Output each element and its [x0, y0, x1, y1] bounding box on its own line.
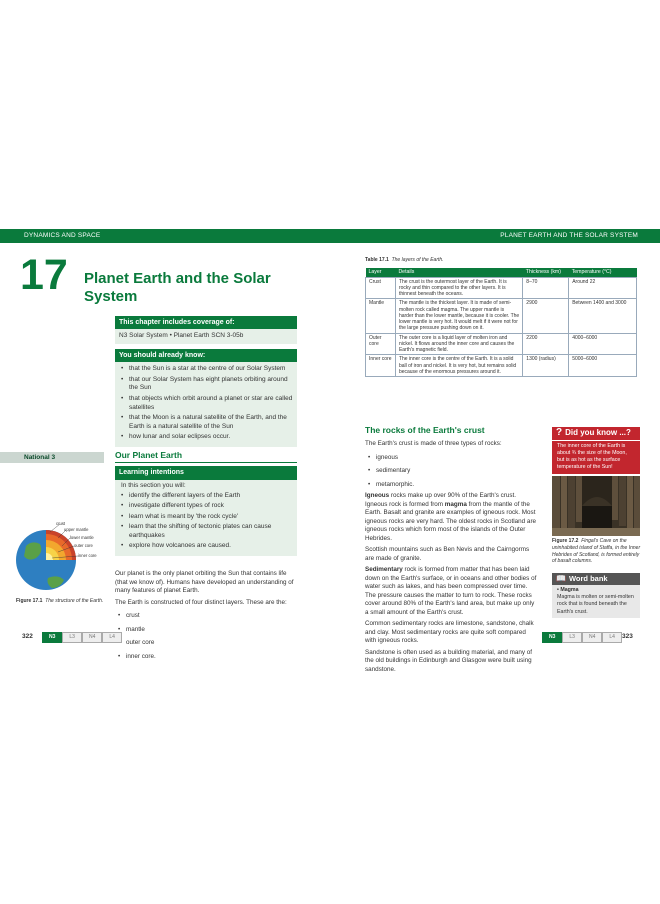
header-chapter-label: PLANET EARTH AND THE SOLAR SYSTEM: [500, 232, 638, 239]
table-cell: The crust is the outermost layer of the Earth. It is rocky and thin compared to the other layers. It is thinnest beneath the oceans.: [395, 277, 522, 299]
coverage-heading: This chapter includes coverage of:: [115, 316, 297, 329]
term-sedimentary: Sedimentary: [365, 566, 403, 574]
earth-layers-table: [365, 268, 637, 377]
list-item: • learn what is meant by 'the rock cycle': [118, 513, 294, 522]
list-item: • igneous: [365, 452, 537, 464]
column-header: Details: [395, 268, 522, 277]
chapter-number: 17: [20, 251, 68, 299]
figure-label: Figure 17.2: [552, 538, 579, 544]
figure-caption-text: The structure of the Earth.: [45, 598, 104, 604]
word-bank-term: • Magma: [557, 587, 579, 594]
already-know-list: [118, 365, 294, 441]
did-you-know-title: Did you know ...?: [565, 428, 631, 437]
coverage-text: N3 Solar System • Planet Earth SCN 3-05b: [115, 329, 297, 344]
list-item: • sedimentary: [365, 465, 537, 477]
list-item: • how lunar and solar eclipses occur.: [118, 433, 294, 442]
list-item: • that our Solar System has eight planets orbiting around the Sun: [118, 376, 294, 394]
figure-17-2-caption: [552, 538, 644, 565]
table-cell: 2200: [523, 333, 569, 355]
level-l3: L3: [62, 632, 82, 643]
figure-17-1-caption: [16, 598, 106, 605]
rock-types-list: [365, 452, 537, 491]
term-magma: magma: [444, 500, 467, 508]
chapter-title: Planet Earth and the Solar System: [84, 270, 271, 305]
question-mark-icon: ?: [556, 427, 563, 439]
level-tag-label: National 3: [24, 453, 56, 461]
table-cell: 4000–6000: [569, 333, 637, 355]
table-cell: The inner core is the centre of the Earth. It is a solid ball of iron and nickel. It is very hot, but remains solid because of the enormous pressures around it.: [395, 355, 522, 377]
table-row: [366, 299, 637, 333]
level-tag: [0, 452, 104, 463]
paragraph: Our planet is the only planet orbiting the Sun that contains life (that we know of). Humans have developed an understanding of many features of planet Earth.: [115, 570, 294, 595]
legend-label: crust: [56, 521, 66, 526]
table-cell: Mantle: [366, 299, 396, 333]
table-row: [366, 355, 637, 377]
table-cell: Crust: [366, 277, 396, 299]
paragraph-igneous: Igneous rocks make up over 90% of the Earth's crust. Igneous rock is formed from magma from the mantle of the Earth. Basalt and granite are examples of igneous rock. Most igneous rocks are very hard. The oldest rocks in Scotland are igneous rocks which form most of the islands of the Outer Hebrides.: [365, 492, 537, 542]
table-header-row: [366, 268, 637, 277]
section-rocks: [365, 425, 537, 677]
level-l3: L3: [562, 632, 582, 643]
list-item: • identify the different layers of the Earth: [118, 492, 294, 501]
section-our-planet: [115, 450, 297, 664]
list-item: • investigate different types of rock: [118, 502, 294, 511]
legend-label: lower mantle: [70, 535, 94, 540]
table-cell: Between 1400 and 3000: [569, 299, 637, 333]
legend-label: outer core: [74, 543, 93, 548]
table-cell: 2900: [523, 299, 569, 333]
section-title: The rocks of the Earth's crust: [365, 425, 485, 435]
table-row: [366, 333, 637, 355]
table-cell: Outer core: [366, 333, 396, 355]
coverage-box: [115, 316, 297, 344]
level-strip-right: [542, 632, 622, 643]
level-n3: N3: [542, 632, 562, 643]
list-item: • explore how volcanoes are caused.: [118, 542, 294, 551]
paragraph: Sandstone is often used as a building material, and many of the old buildings in Edinburgh and Glasgow were built using sandstone.: [365, 648, 532, 673]
paragraph: The Earth is constructed of four distinct layers. These are the:: [115, 598, 287, 606]
level-n4: N4: [582, 632, 602, 643]
column-header: Layer: [366, 268, 396, 277]
chapter-header-bar: [0, 229, 660, 243]
paragraph: The Earth's crust is made of three types of rocks:: [365, 440, 502, 448]
word-bank-box: [552, 573, 640, 618]
already-know-box: [115, 349, 297, 447]
level-strip-left: [42, 632, 122, 643]
table-cell: The outer core is a liquid layer of molten iron and nickel. It flows around the inner core and causes the Earth's magnetic field.: [395, 333, 522, 355]
header-section-label: DYNAMICS AND SPACE: [24, 232, 101, 239]
list-item: • that the Moon is a natural satellite of the Earth, and the Earth is a natural satellite of the Sun: [118, 414, 294, 432]
table-cell: Inner core: [366, 355, 396, 377]
table-cell: 1300 (radius): [523, 355, 569, 377]
did-you-know-text: The inner core of the Earth is about ¾ the size of the Moon, but is as hot as the surface temperature of the Sun!: [552, 440, 640, 475]
paragraph: Common sedimentary rocks are limestone, sandstone, chalk and clay. Most sedimentary rocks are quite soft compared with igneous rocks.: [365, 620, 534, 645]
page-number-left: 322: [22, 633, 33, 640]
learning-list: [118, 492, 294, 551]
table-cell: 5000–6000: [569, 355, 637, 377]
legend-label: inner core: [78, 553, 97, 558]
book-icon: 📖: [556, 574, 566, 584]
list-item: • that objects which orbit around a planet or star are called satellites: [118, 395, 294, 413]
learning-intentions-box: [115, 466, 297, 556]
list-item: • mantle: [115, 624, 297, 636]
list-item: • metamorphic.: [365, 479, 537, 491]
list-item: • crust: [115, 610, 297, 622]
table-cell: Around 22: [569, 277, 637, 299]
figure-label: Figure 17.1: [16, 598, 43, 604]
figure-caption-text: Fingal's Cave on the uninhabited island of Staffa, in the Inner Hebrides of Scotland, is formed entirely of basalt columns.: [552, 538, 641, 565]
earth-structure-figure: [14, 518, 100, 598]
column-header: Thickness (km): [523, 268, 569, 277]
already-know-heading: You should already know:: [115, 349, 297, 362]
fingals-cave-photo: [552, 476, 640, 536]
table-caption-text: The layers of the Earth.: [391, 257, 444, 263]
learning-heading: Learning intentions: [115, 466, 297, 479]
list-item: • outer core: [115, 637, 297, 649]
section-title: Our Planet Earth: [115, 450, 297, 463]
term-igneous: Igneous: [365, 492, 390, 500]
list-item: • learn that the shifting of tectonic plates can cause earthquakes: [118, 523, 294, 541]
paragraph: Scottish mountains such as Ben Nevis and the Cairngorms are made of granite.: [365, 546, 530, 562]
page-number-right: 323: [622, 633, 633, 640]
level-l4: L4: [102, 632, 122, 643]
table-label: Table 17.1: [365, 257, 389, 263]
table-cell: 8–70: [523, 277, 569, 299]
word-bank-definition: Magma is molten or semi-molten rock that is found beneath the Earth's crust.: [557, 594, 634, 615]
paragraph-sedimentary: Sedimentary rock is formed from matter that has been laid down on the Earth's surface, or in oceans and other bodies of water such as lakes, and has been compressed over time. The pressure causes the matter to turn to rock. These rocks cover around 80% of the Earth's land area, but make up only a small amount of the Earth's crust.: [365, 566, 537, 616]
word-bank-title: Word bank: [568, 574, 608, 583]
level-n3: N3: [42, 632, 62, 643]
list-item: • inner core.: [115, 651, 297, 663]
list-item: • that the Sun is a star at the centre of our Solar System: [118, 365, 294, 374]
fingals-cave-image: [552, 476, 640, 536]
level-l4: L4: [602, 632, 622, 643]
earth-layers-list: [115, 610, 297, 662]
did-you-know-box: [552, 427, 640, 474]
table-caption: [365, 257, 444, 264]
table-cell: The mantle is the thickest layer. It is made of semi-molten rock called magma. The upper mantle is harder than the lower mantle, because it is cooler. The lower mantle is very hot. It would melt if it were not for the large pressure pushing down on it.: [395, 299, 522, 333]
table-row: [366, 277, 637, 299]
legend-label: upper mantle: [64, 527, 89, 532]
learning-intro: In this section you will:: [121, 481, 186, 489]
column-header: Temperature (°C): [569, 268, 637, 277]
level-n4: N4: [82, 632, 102, 643]
